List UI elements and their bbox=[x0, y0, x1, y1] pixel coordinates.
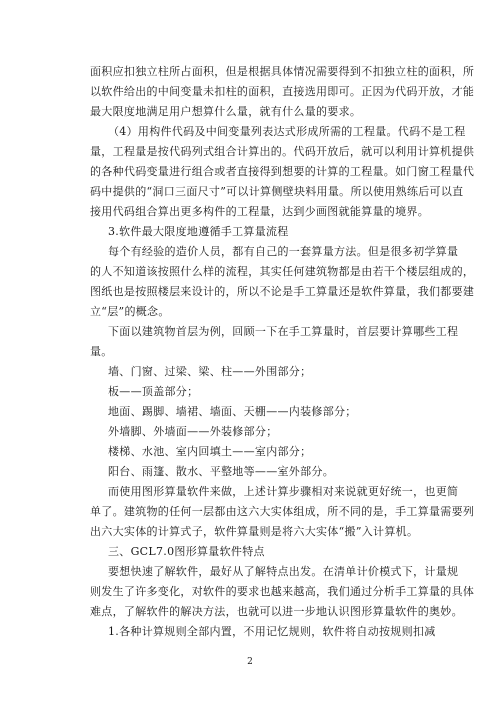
list-line: 外墙脚、外墙面——外装修部分； bbox=[108, 425, 278, 438]
paragraph-line: 下面以建筑物首层为例，回顾一下在手工算量时，首层要计算哪些工程 bbox=[108, 325, 459, 338]
paragraph-line: 则发生了许多变化，对软件的要求也越来越高，我们通过分析手工算量的具体 bbox=[90, 585, 475, 598]
paragraph-line: 图纸也是按照楼层来设计的，所以不论是手工算量还是软件算量，我们都要建 bbox=[90, 285, 475, 298]
paragraph-line: 接用代码组合算出更多构件的工程量，达到少画图就能算量的境界。 bbox=[90, 205, 429, 218]
list-line: 板——顶盖部分； bbox=[108, 385, 199, 398]
paragraph-line: 难点，了解软件的解决方法，也就可以进一步地认识图形算量软件的奥妙。 bbox=[90, 605, 463, 618]
paragraph-line: 1.各种计算规则全部内置，不用记忆规则，软件将自动按规则扣减 bbox=[108, 625, 436, 638]
section-heading: 三、GCL7.0图形算量软件特点 bbox=[108, 545, 265, 558]
paragraph-line: 每个有经验的造价人员，都有自己的一套算量方法。但是很多初学算量 bbox=[108, 245, 459, 258]
paragraph-line: （4）用构件代码及中间变量列表达式形成所需的工程量。代码不是工程 bbox=[108, 125, 466, 138]
paragraph-line: 量，工程量是按代码列式组合计算出的。代码开放后，就可以利用计算机提供 bbox=[90, 145, 475, 158]
paragraph-line: 码中提供的“洞口三面尺寸”可以计算侧壁块料用量。所以使用熟练后可以直 bbox=[90, 185, 464, 198]
body-text bbox=[90, 62, 475, 642]
paragraph-line: 立“层”的概念。 bbox=[90, 305, 170, 318]
section-heading: 3.软件最大限度地遵循手工算量流程 bbox=[108, 225, 289, 238]
paragraph-line: 而使用图形算量软件来做，上述计算步骤相对来说就更好统一，也更简 bbox=[108, 485, 459, 498]
paragraph-line: 以软件给出的中间变量未扣柱的面积，直接选用即可。正因为代码开放，才能 bbox=[90, 85, 475, 98]
paragraph-line: 的人不知道该按照什么样的流程，其实任何建筑物都是由若干个楼层组成的， bbox=[90, 265, 475, 278]
paragraph-line: 量。 bbox=[90, 345, 113, 358]
list-line: 地面、踢脚、墙裙、墙面、天棚——内装修部分； bbox=[108, 405, 357, 418]
paragraph-line: 要想快速了解软件，最好从了解特点出发。在清单计价模式下，计量规 bbox=[108, 565, 459, 578]
list-line: 楼梯、水池、室内回填土——室内部分； bbox=[108, 445, 312, 458]
paragraph-line: 最大限度地满足用户想算什么量，就有什么量的要求。 bbox=[90, 105, 362, 118]
list-line: 墙、门窗、过梁、梁、柱——外围部分； bbox=[108, 365, 312, 378]
paragraph-line: 出六大实体的计算式子，软件算量则是将六大实体“搬”入计算机。 bbox=[90, 525, 419, 538]
paragraph-line: 的各种代码变量进行组合或者直接得到想要的计算的工程量。如门窗工程量代 bbox=[90, 165, 475, 178]
paragraph-line: 面积应扣独立柱所占面积，但是根据具体情况需要得到不扣独立柱的面积，所 bbox=[90, 65, 475, 78]
list-line: 阳台、雨篷、散水、平整地等——室外部分。 bbox=[108, 465, 334, 478]
page-number: 2 bbox=[247, 657, 253, 667]
paragraph-line: 单了。建筑物的任何一层都由这六大实体组成，所不同的是，手工算量需要列 bbox=[90, 505, 475, 518]
